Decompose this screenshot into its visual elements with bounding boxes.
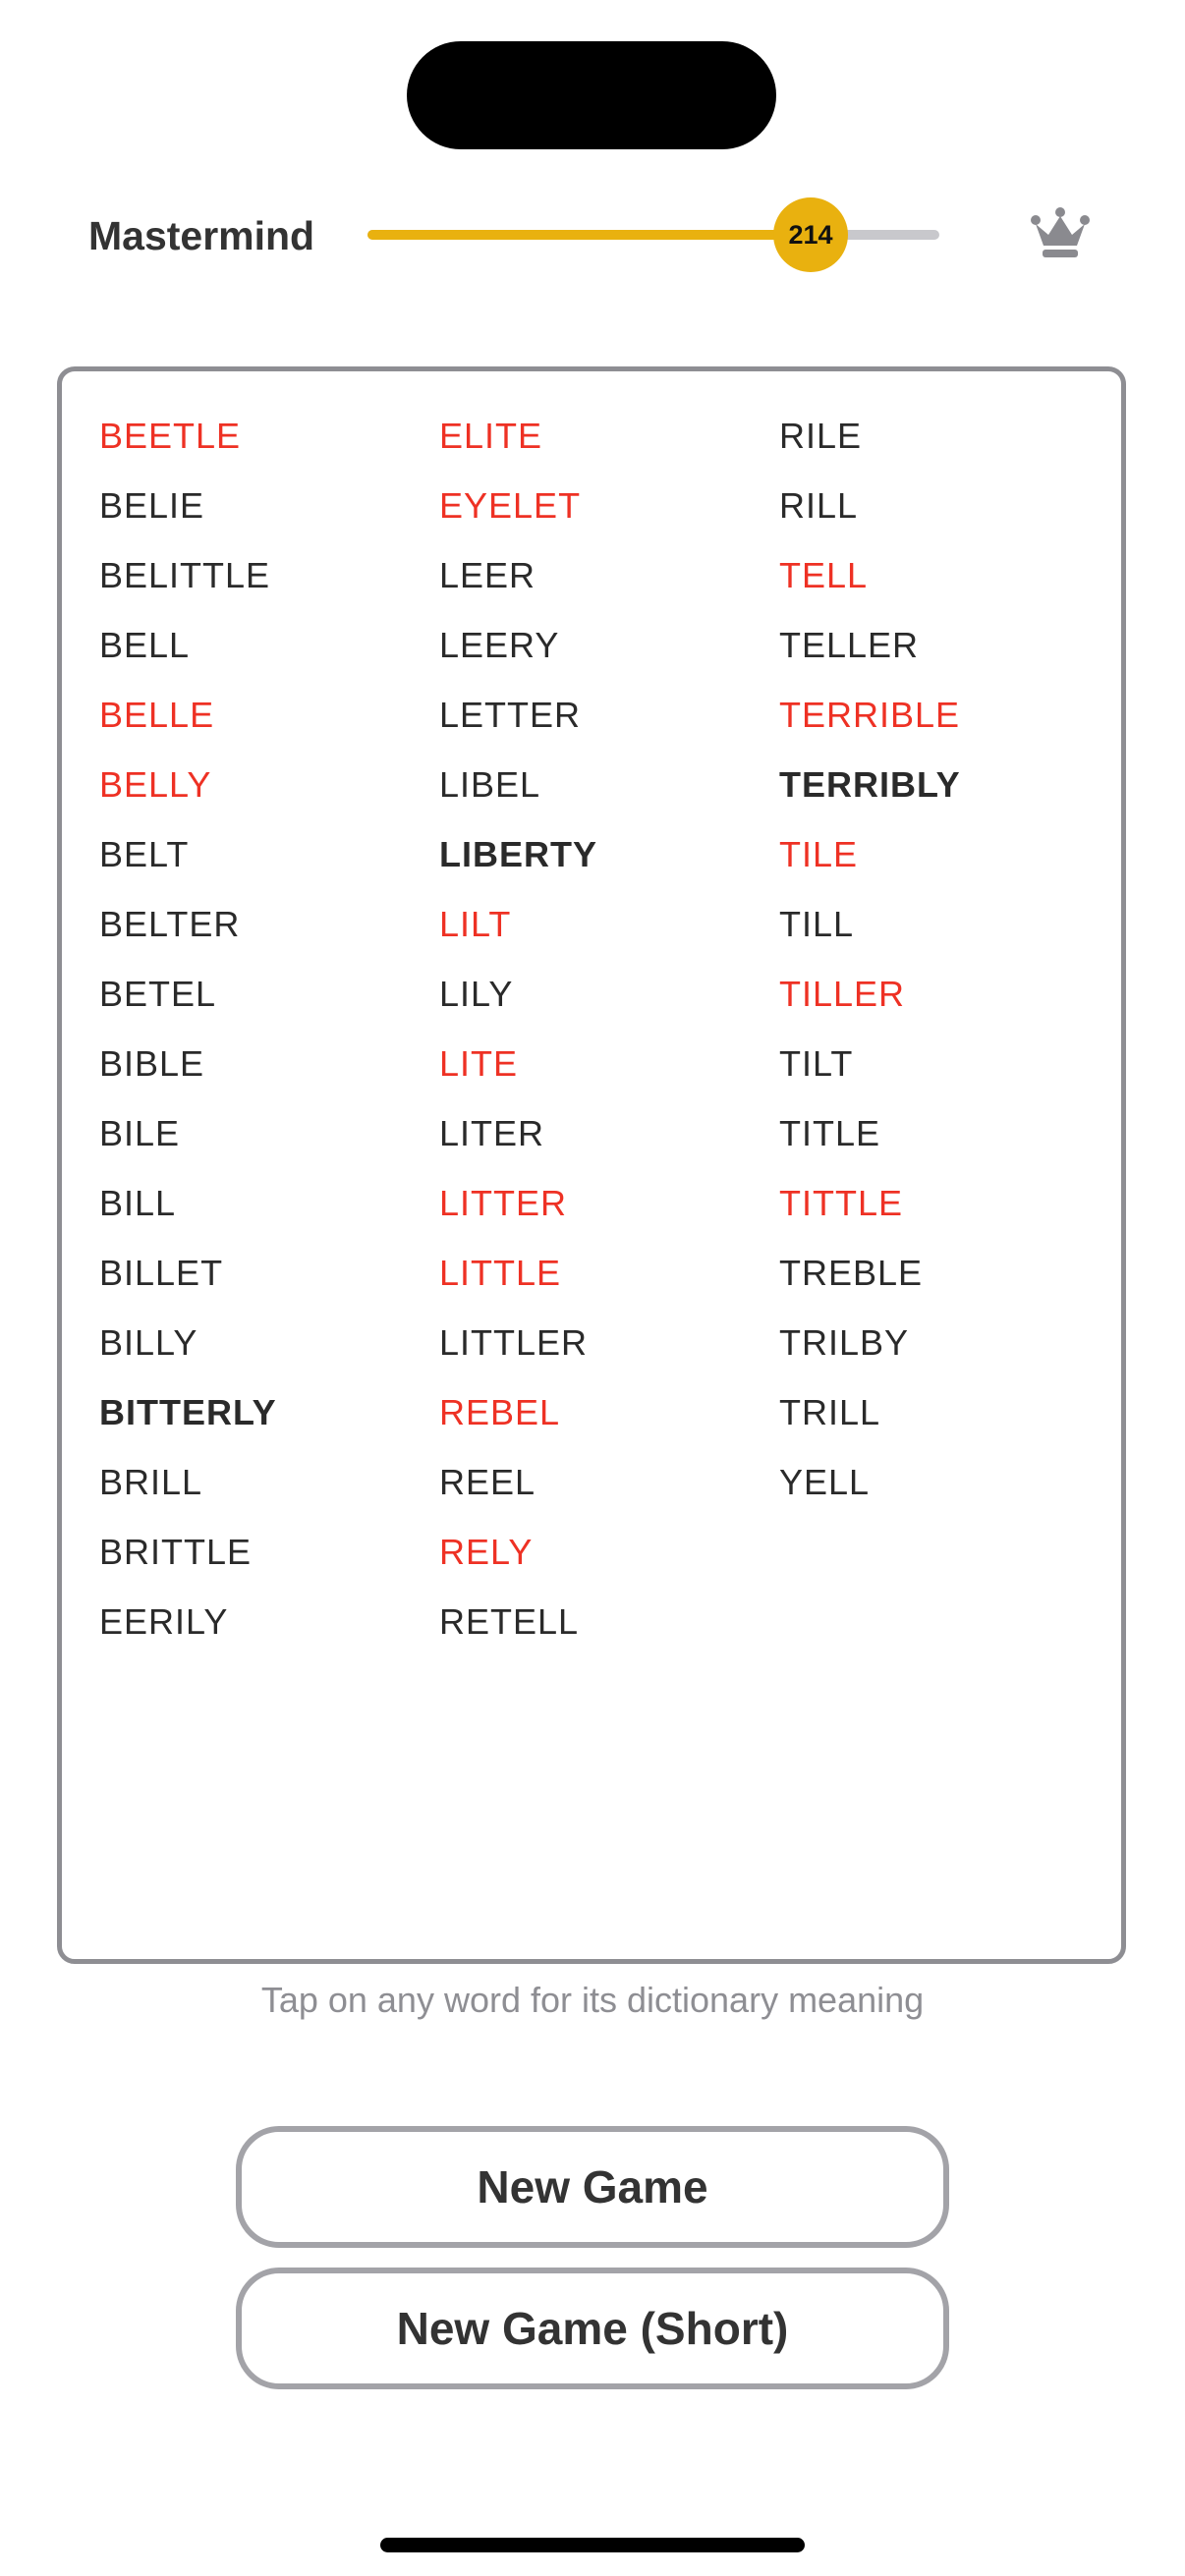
word-item[interactable]: LITE xyxy=(439,1043,519,1084)
word-item[interactable]: TRILL xyxy=(779,1392,881,1432)
word-item[interactable]: BRILL xyxy=(99,1462,203,1502)
word-item[interactable]: TERRIBLE xyxy=(779,695,961,735)
word-list-box xyxy=(57,366,1126,1964)
word-item[interactable]: BELTER xyxy=(99,904,241,944)
word-item[interactable]: BELLY xyxy=(99,764,212,805)
word-item[interactable]: LITER xyxy=(439,1113,545,1153)
slider-thumb[interactable] xyxy=(773,197,848,272)
word-item[interactable]: RILE xyxy=(779,416,863,456)
word-column-1 xyxy=(99,401,433,1656)
word-item[interactable]: BITTERLY xyxy=(99,1392,277,1432)
word-item[interactable]: BIBLE xyxy=(99,1043,205,1084)
word-item[interactable]: LITTLER xyxy=(439,1322,589,1363)
slider-value: 214 xyxy=(788,219,833,250)
word-item[interactable]: TILLER xyxy=(779,974,906,1014)
slider-fill xyxy=(367,230,811,240)
word-item[interactable]: BILLY xyxy=(99,1322,198,1363)
word-item[interactable]: BRITTLE xyxy=(99,1532,253,1572)
word-item[interactable]: TITLE xyxy=(779,1113,881,1153)
crown-icon[interactable] xyxy=(1030,206,1091,261)
word-item[interactable]: YELL xyxy=(779,1462,871,1502)
word-item[interactable]: LITTER xyxy=(439,1183,568,1223)
word-item[interactable]: BELT xyxy=(99,834,190,874)
word-item[interactable]: RILL xyxy=(779,485,859,526)
app-title: Mastermind xyxy=(88,213,315,258)
word-item[interactable]: LITTLE xyxy=(439,1253,562,1293)
word-item[interactable]: RELY xyxy=(439,1532,534,1572)
header-bar xyxy=(0,187,1185,285)
level-slider[interactable] xyxy=(367,187,939,285)
word-item[interactable]: BILE xyxy=(99,1113,181,1153)
new-game-short-button[interactable]: New Game (Short) xyxy=(236,2268,949,2389)
word-item[interactable]: REEL xyxy=(439,1462,536,1502)
word-item[interactable]: TREBLE xyxy=(779,1253,924,1293)
word-item[interactable]: LILY xyxy=(439,974,514,1014)
word-item[interactable]: BILL xyxy=(99,1183,177,1223)
word-item[interactable]: LIBERTY xyxy=(439,834,598,874)
word-item[interactable]: EERILY xyxy=(99,1601,229,1642)
word-column-2 xyxy=(439,401,773,1656)
word-item[interactable]: BEETLE xyxy=(99,416,242,456)
word-column-3 xyxy=(779,401,1113,1517)
word-item[interactable]: TELL xyxy=(779,555,869,595)
word-item[interactable]: LEER xyxy=(439,555,536,595)
word-item[interactable]: BETEL xyxy=(99,974,217,1014)
hint-text: Tap on any word for its dictionary meaning xyxy=(260,1980,925,2020)
word-item[interactable]: TITTLE xyxy=(779,1183,904,1223)
word-item[interactable]: TRILBY xyxy=(779,1322,910,1363)
word-item[interactable]: TILL xyxy=(779,904,855,944)
word-item[interactable]: TILT xyxy=(779,1043,854,1084)
word-item[interactable]: LETTER xyxy=(439,695,582,735)
word-item[interactable]: TERRIBLY xyxy=(779,764,961,805)
word-item[interactable]: LEERY xyxy=(439,625,560,665)
word-item[interactable]: EYELET xyxy=(439,485,582,526)
dynamic-island xyxy=(407,41,776,149)
word-item[interactable]: BILLET xyxy=(99,1253,224,1293)
word-item[interactable]: ELITE xyxy=(439,416,543,456)
word-item[interactable]: RETELL xyxy=(439,1601,580,1642)
word-item[interactable]: LILT xyxy=(439,904,512,944)
word-item[interactable]: TILE xyxy=(779,834,859,874)
word-item[interactable]: BELIE xyxy=(99,485,205,526)
home-indicator xyxy=(380,2538,805,2552)
word-item[interactable]: TELLER xyxy=(779,625,920,665)
word-item[interactable]: BELLE xyxy=(99,695,215,735)
word-item[interactable]: LIBEL xyxy=(439,764,541,805)
word-item[interactable]: REBEL xyxy=(439,1392,561,1432)
word-item[interactable]: BELL xyxy=(99,625,191,665)
new-game-button[interactable]: New Game xyxy=(236,2126,949,2248)
word-item[interactable]: BELITTLE xyxy=(99,555,271,595)
